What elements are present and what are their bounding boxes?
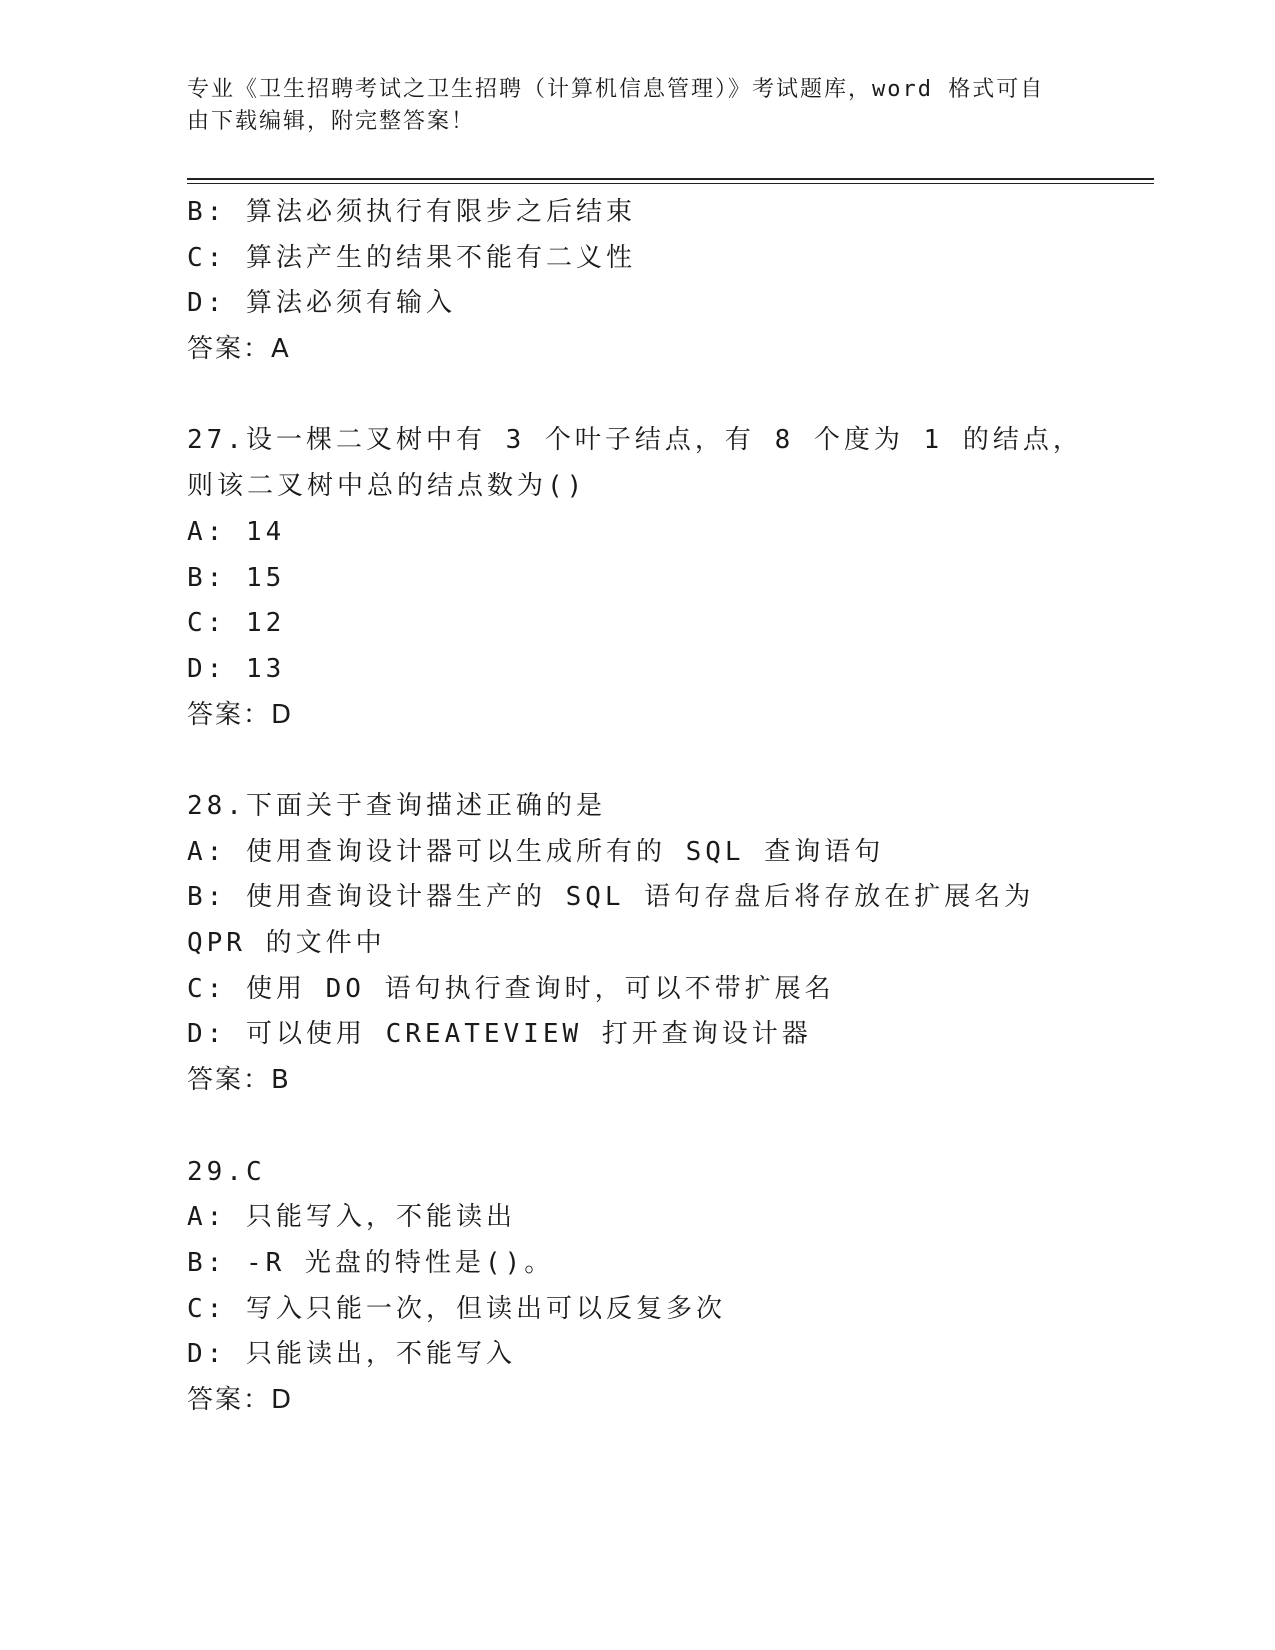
question-stem: 28.下面关于查询描述正确的是 — [187, 790, 606, 821]
option-b: B: 算法必须执行有限步之后结束 — [187, 197, 636, 227]
answer: 答案：D — [187, 699, 294, 730]
question-29 — [187, 1150, 1087, 1424]
option-d: D: 可以使用 CREATEVIEW 打开查询设计器 — [187, 1019, 812, 1050]
option-b: B: 使用查询设计器生产的 SQL 语句存盘后将存放在扩展名为 QPR 的文件中 — [187, 882, 1035, 959]
question-stem: 27.设一棵二叉树中有 3 个叶子结点，有 8 个度为 1 的结点，则该二叉树中总的结点数为() — [187, 425, 1083, 502]
option-b: B: 15 — [187, 562, 286, 593]
option-a: A: 使用查询设计器可以生成所有的 SQL 查询语句 — [187, 836, 885, 867]
option-c: C: 算法产生的结果不能有二义性 — [187, 242, 636, 273]
option-d: D: 13 — [187, 653, 286, 684]
question-26 — [187, 190, 1087, 373]
option-c: C: 使用 DO 语句执行查询时，可以不带扩展名 — [187, 973, 835, 1004]
option-a: A: 只能写入，不能读出 — [187, 1202, 516, 1233]
document-header: 专业《卫生招聘考试之卫生招聘（计算机信息管理）》考试题库，word 格式可自由下载编辑，附完整答案！ — [187, 77, 1045, 134]
question-list — [187, 190, 1087, 1424]
header-divider — [187, 178, 1154, 180]
answer: 答案：A — [187, 334, 291, 365]
option-b: B: -R 光盘的特性是()。 — [187, 1247, 555, 1278]
option-c: C: 写入只能一次，但读出可以反复多次 — [187, 1293, 726, 1324]
question-28 — [187, 784, 1087, 1104]
option-d: D: 只能读出，不能写入 — [187, 1339, 516, 1370]
option-a: A: 14 — [187, 516, 286, 547]
answer: 答案：B — [187, 1065, 291, 1096]
question-27 — [187, 418, 1087, 738]
answer: 答案：D — [187, 1384, 294, 1415]
question-stem: 29.C — [187, 1156, 266, 1187]
option-c: C: 12 — [187, 608, 286, 639]
option-d: D: 算法必须有输入 — [187, 288, 456, 319]
header-divider-thin — [187, 183, 1154, 184]
